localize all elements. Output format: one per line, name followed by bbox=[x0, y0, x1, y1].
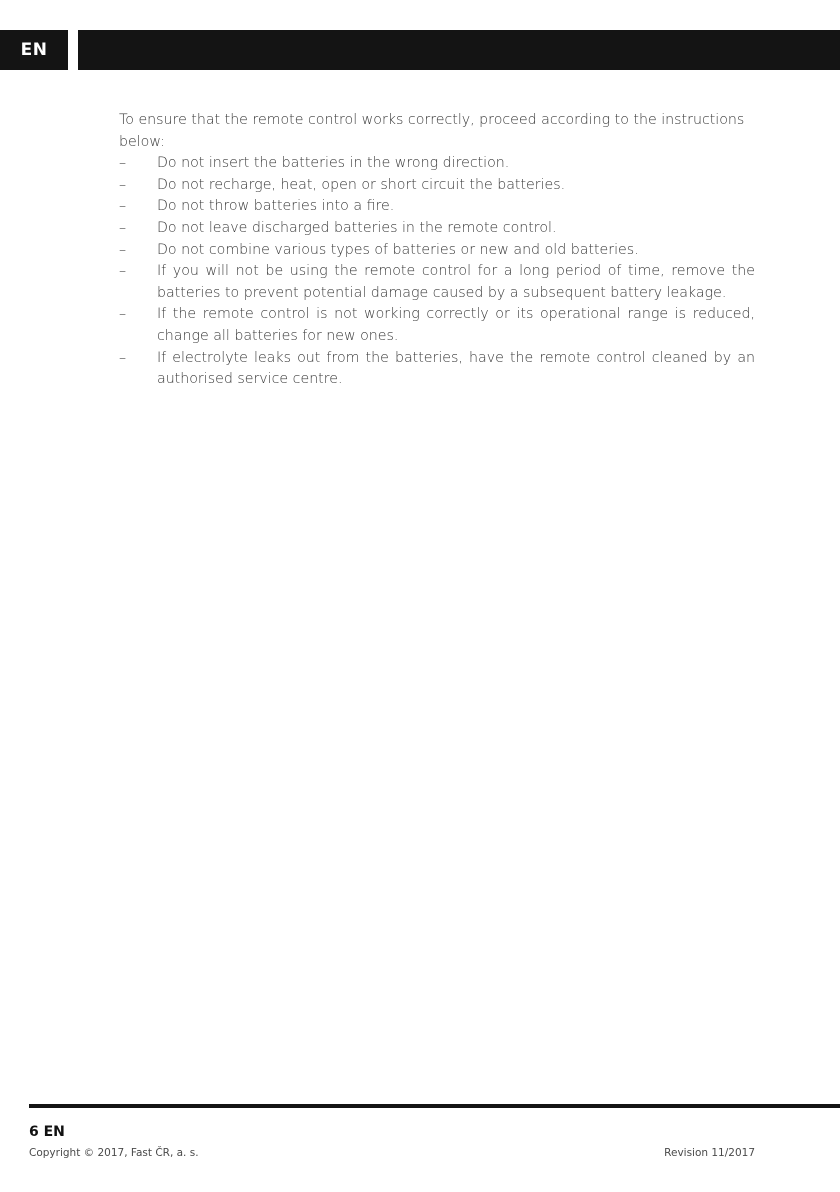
list-item-text: Do not insert the batteries in the wrong direction. bbox=[157, 155, 510, 172]
header-bar bbox=[78, 30, 840, 70]
footer-divider bbox=[29, 1104, 840, 1108]
dash-bullet: – bbox=[119, 176, 127, 193]
list-item-text: Do not recharge, heat, open or short circuit the batteries. bbox=[157, 176, 566, 193]
list-item-text: If the remote control is not working correctly or its operational range is reduced, change all batteries for new ones. bbox=[157, 306, 755, 344]
copyright-text: Copyright © 2017, Fast ČR, a. s. bbox=[29, 1147, 199, 1159]
language-tab: EN bbox=[0, 30, 68, 70]
instructions-section bbox=[119, 110, 755, 391]
list-item-text: If electrolyte leaks out from the batteries, have the remote control cleaned by an authorised service centre. bbox=[157, 349, 755, 388]
list-item bbox=[119, 175, 755, 197]
list-item bbox=[119, 218, 755, 240]
list-item bbox=[119, 153, 755, 175]
list-item-text: Do not leave discharged batteries in the remote control. bbox=[157, 219, 557, 236]
list-item bbox=[119, 348, 755, 391]
dash-bullet: – bbox=[119, 349, 127, 366]
list-item bbox=[119, 240, 755, 262]
revision-text: Revision 11/2017 bbox=[664, 1147, 755, 1159]
dash-bullet: – bbox=[119, 241, 127, 258]
dash-bullet: – bbox=[119, 306, 127, 323]
dash-bullet: – bbox=[119, 198, 127, 215]
list-item-text: Do not combine various types of batteries or new and old batteries. bbox=[157, 241, 639, 258]
rules-list bbox=[119, 153, 755, 391]
page-number: 6 EN bbox=[29, 1124, 65, 1140]
list-item bbox=[119, 196, 755, 218]
list-item bbox=[119, 304, 755, 347]
intro-text: To ensure that the remote control works correctly, proceed according to the instructions below: bbox=[119, 112, 745, 150]
dash-bullet: – bbox=[119, 263, 127, 280]
list-item-text: If you will not be using the remote control for a long period of time, remove the batteries to prevent potential damage caused by a subsequent battery leakage. bbox=[157, 263, 755, 301]
dash-bullet: – bbox=[119, 155, 127, 172]
dash-bullet: – bbox=[119, 219, 127, 236]
list-item-text: Do not throw batteries into a fire. bbox=[157, 198, 395, 215]
list-item bbox=[119, 261, 755, 304]
